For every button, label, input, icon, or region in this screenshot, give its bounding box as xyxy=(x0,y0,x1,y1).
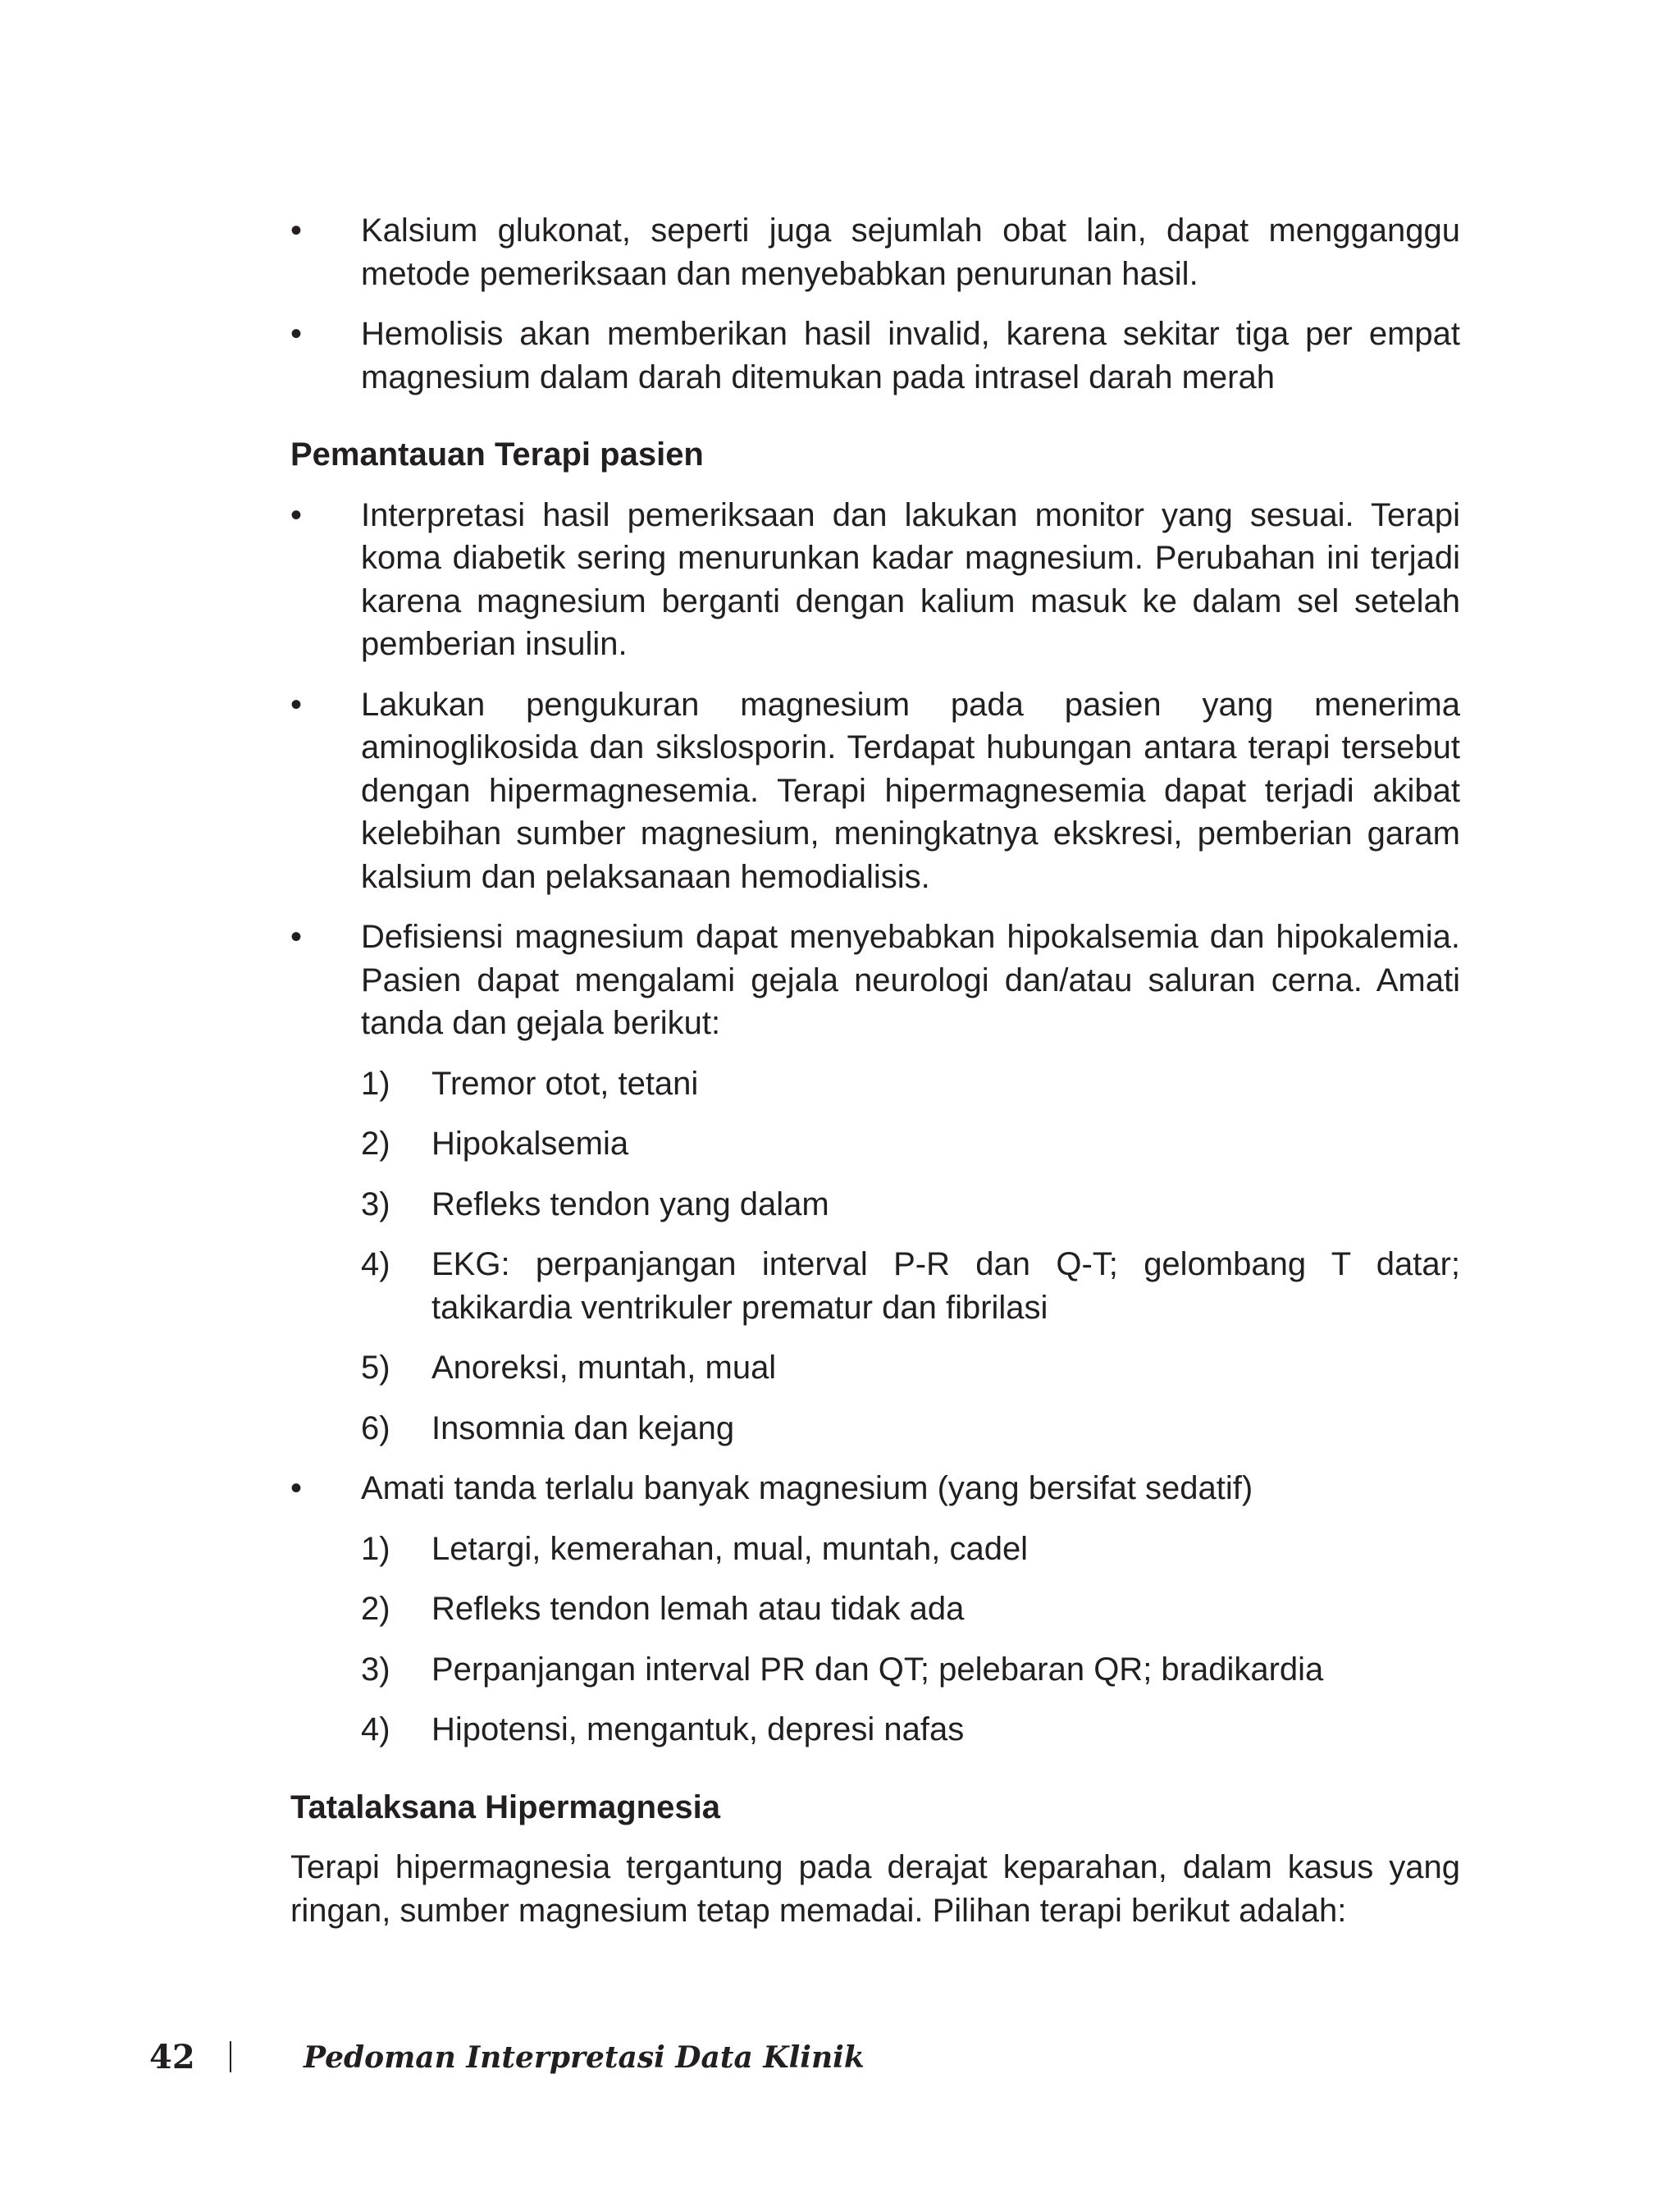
bullet-item xyxy=(290,1467,1460,1752)
list-item-text: Tremor otot, tetani xyxy=(431,1065,699,1102)
list-item-text: Anoreksi, muntah, mual xyxy=(431,1350,777,1386)
page-number: 42 xyxy=(149,2038,195,2076)
bullet-text: Lakukan pengukuran magnesium pada pasien yang menerima aminoglikosida dan sikslosporin. Terdapat hubungan antara terapi tersebut dengan hipermagnesemia. Terapi hipermagnesemia dapat terjadi akibat kelebihan sumber magnesium, meningkatnya ekskresi, pemberian garam kalsium dan pelaksanaan hemodialisis. xyxy=(361,686,1460,895)
numbered-list-item xyxy=(361,1062,1460,1106)
bullet-marker: • xyxy=(290,496,303,533)
bullet-item xyxy=(290,494,1460,666)
bullet-marker: • xyxy=(290,1470,303,1506)
numbered-list-item xyxy=(361,1587,1460,1631)
list-item-text: Refleks tendon yang dalam xyxy=(431,1185,829,1222)
page-footer xyxy=(0,2033,1680,2082)
intro-bullet-item xyxy=(290,313,1460,399)
list-number: 2) xyxy=(361,1591,390,1627)
list-item-text: Hipokalsemia xyxy=(431,1126,629,1162)
list-item-text: Letargi, kemerahan, mual, muntah, cadel xyxy=(431,1530,1029,1567)
numbered-list-deficiency xyxy=(361,1062,1460,1450)
list-number: 2) xyxy=(361,1126,390,1162)
list-number: 3) xyxy=(361,1185,390,1222)
body-paragraph: Terapi hipermagnesia tergantung pada derajat keparahan, dalam kasus yang ringan, sumber magnesium tetap memadai. Pilihan terapi berikut adalah: xyxy=(290,1849,1460,1929)
bullet-item xyxy=(290,683,1460,899)
numbered-list-item xyxy=(361,1183,1460,1227)
section-heading-tatalaksana: Tatalaksana Hipermagnesia xyxy=(290,1788,720,1825)
bullet-text: Defisiensi magnesium dapat menyebabkan hipokalsemia dan hipokalemia. Pasien dapat mengalami gejala neurologi dan/atau saluran cerna. Amati tanda dan gejala berikut: xyxy=(361,919,1460,1041)
numbered-list-item xyxy=(361,1346,1460,1390)
list-number: 5) xyxy=(361,1350,390,1386)
list-item-text: Hipotensi, mengantuk, depresi nafas xyxy=(431,1711,965,1747)
list-number: 3) xyxy=(361,1651,390,1688)
list-number: 4) xyxy=(361,1711,390,1747)
list-number: 4) xyxy=(361,1246,390,1282)
footer-divider xyxy=(230,2041,231,2072)
bullet-text: Interpretasi hasil pemeriksaan dan lakukan monitor yang sesuai. Terapi koma diabetik sering menurunkan kadar magnesium. Perubahan ini terjadi karena magnesium berganti dengan kalium masuk ke dalam sel setelah pemberian insulin. xyxy=(361,496,1460,662)
list-number: 6) xyxy=(361,1409,390,1446)
bullet-text: Kalsium glukonat, seperti juga sejumlah obat lain, dapat mengganggu metode pemeriksaan dan menyebabkan penurunan hasil. xyxy=(361,212,1460,292)
numbered-list-item xyxy=(361,1708,1460,1752)
list-number: 1) xyxy=(361,1530,390,1567)
numbered-list-item xyxy=(361,1122,1460,1166)
bullet-text: Hemolisis akan memberikan hasil invalid, karena sekitar tiga per empat magnesium dalam darah ditemukan pada intrasel darah merah xyxy=(361,316,1460,395)
bullet-item xyxy=(290,916,1460,1450)
running-title: Pedoman Interpretasi Data Klinik xyxy=(304,2040,865,2075)
numbered-list-item xyxy=(361,1648,1460,1692)
bullet-marker: • xyxy=(290,919,303,955)
list-item-text: Insomnia dan kejang xyxy=(431,1409,735,1446)
numbered-list-item xyxy=(361,1243,1460,1329)
intro-bullet-item xyxy=(290,209,1460,295)
numbered-list-item xyxy=(361,1528,1460,1571)
page-content xyxy=(290,209,1460,1932)
numbered-list-excess xyxy=(361,1528,1460,1752)
list-item-text: EKG: perpanjangan interval P-R dan Q-T; gelombang T datar; takikardia ventrikuler prematur dan fibrilasi xyxy=(431,1246,1460,1326)
bullet-text: Amati tanda terlalu banyak magnesium (yang bersifat sedatif) xyxy=(361,1470,1253,1506)
list-number: 1) xyxy=(361,1065,390,1102)
bullet-marker: • xyxy=(290,686,303,723)
bullet-marker: • xyxy=(290,316,303,352)
bullet-marker: • xyxy=(290,212,303,249)
section-heading-pemantauan: Pemantauan Terapi pasien xyxy=(290,436,704,473)
list-item-text: Refleks tendon lemah atau tidak ada xyxy=(431,1591,965,1627)
numbered-list-item xyxy=(361,1407,1460,1450)
list-item-text: Perpanjangan interval PR dan QT; pelebaran QR; bradikardia xyxy=(431,1651,1324,1688)
